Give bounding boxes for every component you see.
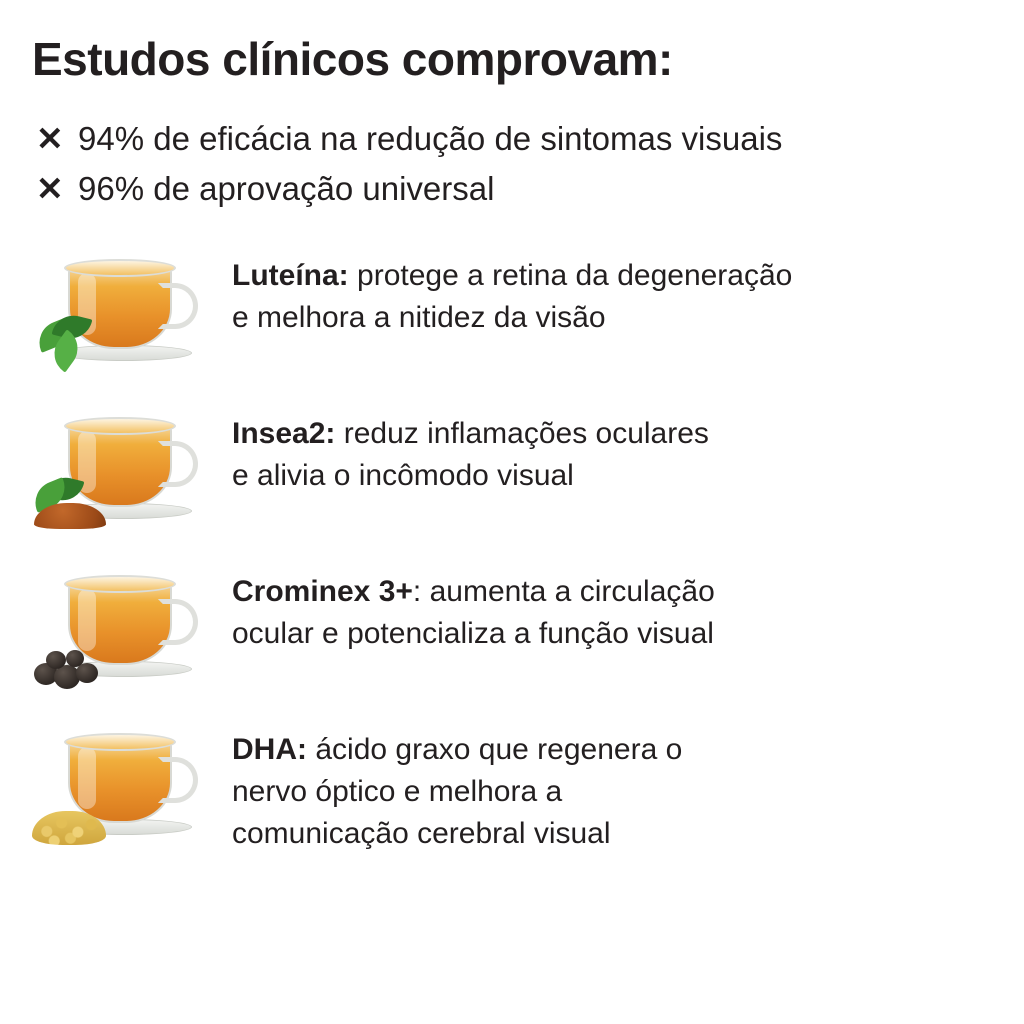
benefit-line: comunicação cerebral visual: [232, 816, 611, 850]
benefit-name: Crominex 3+: [232, 574, 413, 608]
berries-icon: [32, 633, 108, 689]
page-title: Estudos clínicos comprovam:: [32, 33, 673, 85]
benefit-item: [32, 721, 1024, 855]
powder-pile-icon: [32, 475, 108, 531]
benefit-item: [32, 247, 1024, 379]
claim-item: [36, 119, 1024, 159]
claim-text: 96% de aprovação universal: [78, 169, 495, 207]
benefit-line: protege a retina da degeneração: [357, 258, 793, 292]
tea-cup-with-berries-icon: [32, 563, 232, 695]
tea-cup-with-seeds-icon: [32, 721, 232, 853]
benefit-name: DHA:: [232, 732, 307, 766]
benefit-line: : aumenta a circulação: [412, 574, 715, 608]
benefits-list: [32, 247, 1024, 855]
cross-mark-icon: ✕: [36, 119, 64, 157]
benefit-line: e alivia o incômodo visual: [232, 458, 574, 492]
benefit-line: ácido graxo que regenera o: [315, 732, 683, 766]
benefit-line: nervo óptico e melhora a: [232, 774, 563, 808]
tea-cup-with-mint-leaves-icon: [32, 247, 232, 379]
benefit-text: [232, 721, 682, 855]
benefit-text: [232, 247, 792, 339]
benefit-text: [232, 405, 709, 497]
benefit-text: [232, 563, 715, 655]
claim-text: 94% de eficácia na redução de sintomas visuais: [78, 119, 783, 157]
benefit-line: ocular e potencializa a função visual: [232, 616, 714, 650]
benefit-name: Luteína:: [232, 258, 349, 292]
benefit-item: [32, 405, 1024, 537]
benefit-line: e melhora a nitidez da visão: [232, 300, 606, 334]
tea-cup-with-powder-icon: [32, 405, 232, 537]
mint-leaves-icon: [32, 317, 108, 373]
benefit-name: Insea2:: [232, 416, 336, 450]
benefit-item: [32, 563, 1024, 695]
claim-item: [36, 169, 1024, 209]
seeds-icon: [32, 791, 108, 847]
cross-mark-icon: ✕: [36, 169, 64, 207]
benefit-line: reduz inflamações oculares: [343, 416, 709, 450]
claims-list: [36, 119, 1024, 209]
